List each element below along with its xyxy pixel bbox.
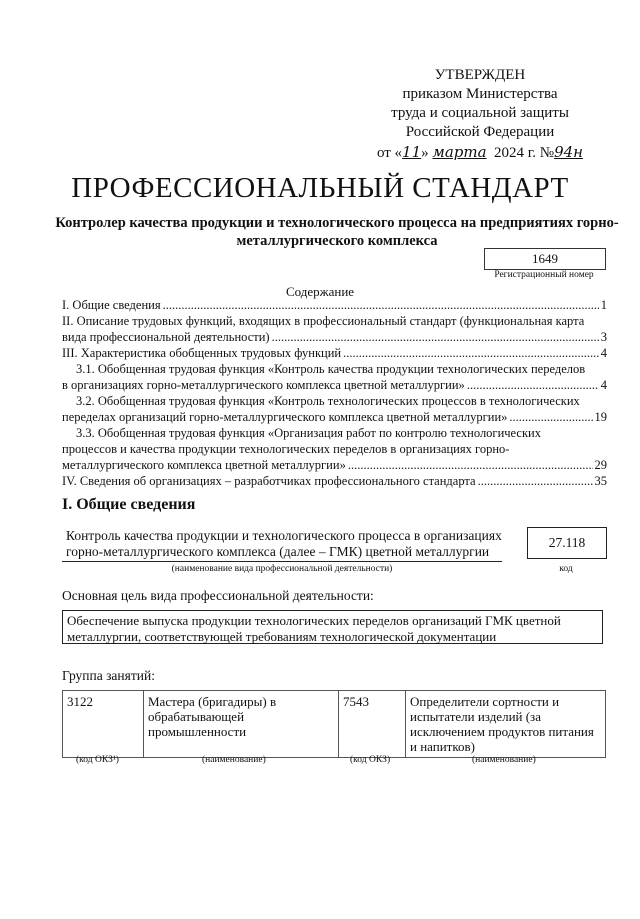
caption-code: (код ОКЗ): [350, 755, 391, 765]
toc-item-page: 29: [594, 458, 607, 472]
activity-code-label: код: [559, 564, 573, 574]
toc-item-text: 3.1. Обобщенная трудовая функция «Контроль качества продукции технологических переделов: [76, 362, 586, 376]
activity-code: 27.118: [527, 527, 607, 559]
toc-leader: [343, 345, 599, 361]
occupation-name: Мастера (бригадиры) в обрабатывающей промышленности: [144, 691, 339, 758]
table-row: [63, 691, 606, 758]
page-title: ПРОФЕССИОНАЛЬНЫЙ СТАНДАРТ: [71, 172, 569, 204]
toc-item-text: в организациях горно-металлургического комплекса цветной металлургии»: [62, 378, 465, 392]
approval-date: [360, 143, 600, 163]
caption-name: (наименование): [202, 755, 266, 765]
toc-item-text: II. Описание трудовых функций, входящих в профессиональный стандарт (функциональная карта: [62, 314, 585, 328]
table-of-contents: [62, 297, 607, 489]
occupation-name: Определители сортности и испытатели изделий (за исключением продуктов питания и напитков): [406, 691, 606, 758]
toc-item[interactable]: [62, 473, 607, 489]
toc-item-page: 4: [600, 378, 607, 392]
section-heading: I. Общие сведения: [62, 496, 196, 513]
toc-item-page: 35: [594, 474, 607, 488]
approval-heading: УТВЕРЖДЕН: [434, 67, 526, 83]
goal-label: Основная цель вида профессиональной деятельности:: [62, 588, 374, 603]
toc-item[interactable]: [62, 297, 607, 313]
toc-leader: [272, 329, 599, 345]
date-mid: »: [421, 145, 429, 161]
date-prefix: от «: [376, 145, 403, 161]
caption-code: (код ОКЗ¹): [76, 755, 119, 765]
toc-item-text: IV. Сведения об организациях – разработчиках профессионального стандарта: [62, 474, 476, 488]
date-month: марта: [432, 143, 487, 161]
toc-item-text: вида профессиональной деятельности): [62, 330, 270, 344]
toc-item-page: 19: [594, 410, 607, 424]
date-year: 2024 г. №: [494, 145, 555, 161]
toc-item-text: I. Общие сведения: [62, 298, 161, 312]
toc-item-page: 1: [600, 298, 607, 312]
toc-item-text: переделах организаций горно-металлургического комплекса цветной металлургии»: [62, 410, 508, 424]
activity-kind-line: Контроль качества продукции и технологического процесса в организациях: [66, 528, 502, 543]
toc-item[interactable]: [62, 313, 607, 345]
toc-item[interactable]: [62, 361, 607, 393]
date-day: 11: [402, 143, 422, 161]
approval-block: [360, 66, 600, 163]
toc-item-page: 3: [600, 330, 607, 344]
toc-leader: [348, 457, 593, 473]
registration-number: 1649: [484, 248, 606, 270]
toc-item-page: 4: [600, 346, 607, 360]
standard-name: Контролер качества продукции и технологического процесса на предприятиях горно-металлургического комплекса: [55, 215, 619, 249]
divider: [62, 561, 502, 562]
toc-leader: [163, 297, 599, 313]
toc-item-text: 3.2. Обобщенная трудовая функция «Контроль технологических процессов в технологических: [76, 394, 580, 408]
activity-kind-caption: (наименование вида профессиональной деятельности): [171, 564, 393, 574]
toc-item-text: III. Характеристика обобщенных трудовых функций: [62, 346, 342, 360]
approval-line-2: приказом Министерства: [402, 86, 558, 102]
toc-leader: [478, 473, 593, 489]
toc-item[interactable]: [62, 425, 607, 473]
toc-item[interactable]: [62, 345, 607, 361]
activity-kind-line: горно-металлургического комплекса (далее – ГМК) цветной металлургии: [66, 544, 490, 559]
occupation-code: 7543: [339, 691, 406, 758]
toc-title: Содержание: [285, 284, 355, 299]
toc-item-text: процессов и качества продукции технологических переделов в организациях горно-: [62, 442, 510, 456]
registration-label: Регистрационный номер: [494, 270, 594, 280]
goal-text: Обеспечение выпуска продукции технологических переделов организаций ГМК цветной металлургии, соответствующей требованиям технологической документации: [62, 610, 603, 644]
toc-item-text: 3.3. Обобщенная трудовая функция «Организация работ по контролю технологических: [76, 426, 541, 440]
occupation-code: 3122: [63, 691, 144, 758]
order-number: 94н: [554, 143, 584, 161]
occupation-group-label: Группа занятий:: [62, 668, 155, 683]
occupation-table: [62, 690, 606, 758]
toc-item-text: металлургического комплекса цветной металлургии»: [62, 458, 346, 472]
approval-line-4: Российской Федерации: [405, 124, 555, 140]
toc-leader: [509, 409, 592, 425]
approval-line-3: труда и социальной защиты: [391, 105, 569, 121]
caption-name: (наименование): [472, 755, 536, 765]
toc-leader: [467, 377, 599, 393]
activity-kind: [66, 528, 506, 560]
toc-item[interactable]: [62, 393, 607, 425]
